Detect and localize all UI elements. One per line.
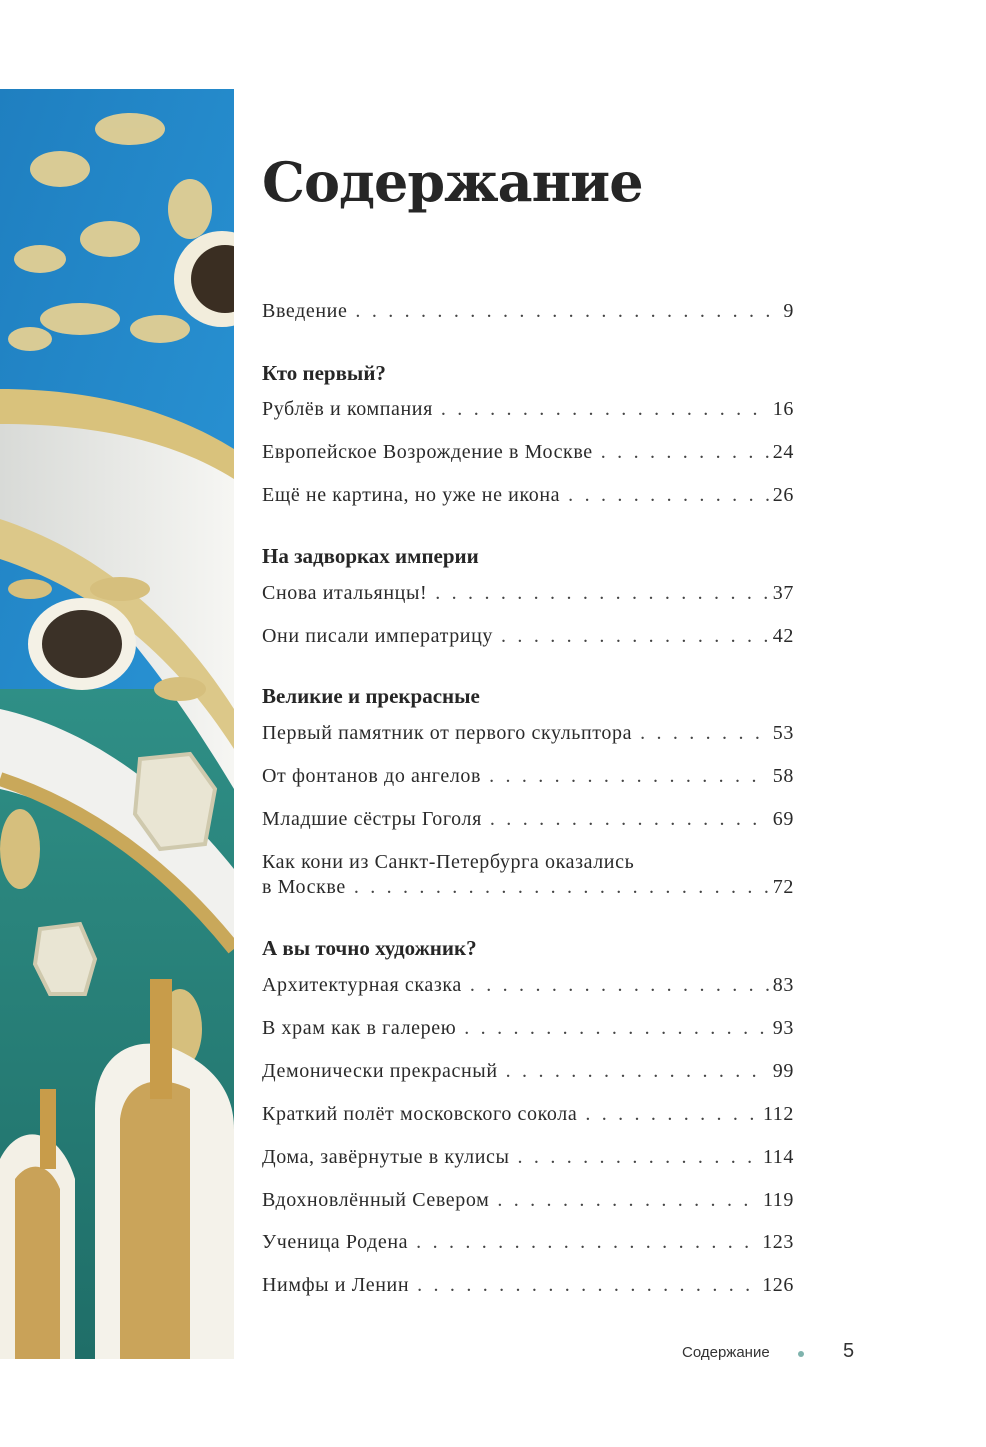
- page-number: 5: [843, 1340, 855, 1362]
- toc-entry[interactable]: [262, 876, 794, 902]
- toc-entry-page: 37: [772, 582, 794, 604]
- toc-entry-title: Архитектурная сказка: [262, 974, 462, 996]
- toc-entry-title: Младшие сёстры Гоголя: [262, 808, 482, 830]
- toc-entry[interactable]: [262, 300, 794, 326]
- ceiling-photo: [0, 89, 234, 1359]
- toc-entry[interactable]: [262, 582, 794, 608]
- toc-entry-title: Рублёв и компания: [262, 398, 433, 420]
- toc-entry-page: 114: [762, 1146, 794, 1168]
- toc-entry-title: Ученица Родена: [262, 1231, 409, 1253]
- toc-entry-page: 119: [762, 1189, 794, 1211]
- toc-section-heading: Кто первый?: [262, 361, 386, 385]
- toc-entry-title: От фонтанов до ангелов: [262, 765, 482, 787]
- toc-leader-dots: [518, 1146, 759, 1169]
- footer-dot-icon: [798, 1351, 804, 1357]
- toc-leader-dots: [470, 974, 769, 997]
- toc-entry-page: 53: [772, 722, 794, 744]
- toc-leader-dots: [355, 300, 779, 323]
- toc-leader-dots: [506, 1060, 769, 1083]
- running-footer-label: Содержание: [682, 1344, 770, 1361]
- toc-section-heading: На задворках империи: [262, 544, 479, 568]
- toc-leader-dots: [441, 398, 769, 421]
- toc-leader-dots: [601, 441, 769, 464]
- toc-entry-title-line1: Как кони из Санкт-Петербурга оказались: [262, 851, 635, 873]
- toc-leader-dots: [354, 876, 769, 899]
- toc-leader-dots: [417, 1274, 758, 1297]
- toc-entry-title: Вдохновлённый Севером: [262, 1189, 490, 1211]
- toc-entry[interactable]: [262, 1231, 794, 1257]
- toc-entry-title: Они писали императрицу: [262, 625, 494, 647]
- toc-entry-title: Демонически прекрасный: [262, 1060, 498, 1082]
- toc-entry-page: 123: [762, 1231, 794, 1253]
- toc-entry-page: 24: [772, 441, 794, 463]
- toc-entry[interactable]: [262, 1274, 794, 1300]
- toc-entry[interactable]: [262, 722, 794, 748]
- toc-entry-page: 93: [772, 1017, 794, 1039]
- toc-entry-title: Дома, завёрнутые в кулисы: [262, 1146, 510, 1168]
- toc-entry-title: Введение: [262, 300, 348, 322]
- toc-entry-page: 126: [762, 1274, 794, 1296]
- page-title: Содержание: [262, 150, 643, 214]
- toc-section-heading: Великие и прекрасные: [262, 684, 480, 708]
- toc-entry-title: Краткий полёт московского сокола: [262, 1103, 578, 1125]
- toc-entry[interactable]: [262, 625, 794, 651]
- toc-entry[interactable]: [262, 1060, 794, 1086]
- toc-leader-dots: [490, 808, 769, 831]
- toc-entry-title: в Москве: [262, 876, 346, 898]
- toc-entry-page: 69: [772, 808, 794, 830]
- toc-entry-title: Снова итальянцы!: [262, 582, 428, 604]
- toc-entry-page: 42: [772, 625, 794, 647]
- toc-leader-dots: [640, 722, 769, 745]
- toc-entry-page: 72: [772, 876, 794, 898]
- toc-entry-title: Первый памятник от первого скульптора: [262, 722, 633, 744]
- toc-entry-title: В храм как в галерею: [262, 1017, 457, 1039]
- toc-entry[interactable]: [262, 765, 794, 791]
- toc-leader-dots: [585, 1103, 759, 1126]
- toc-leader-dots: [416, 1231, 758, 1254]
- toc-entry-title: Европейское Возрождение в Москве: [262, 441, 593, 463]
- toc-entry-page: 26: [772, 484, 794, 506]
- toc-entry[interactable]: [262, 1189, 794, 1215]
- toc-leader-dots: [489, 765, 769, 788]
- toc-entry-title: Ещё не картина, но уже не икона: [262, 484, 561, 506]
- toc-entry[interactable]: [262, 1103, 794, 1129]
- toc-entry[interactable]: [262, 441, 794, 467]
- toc-entry-page: 112: [762, 1103, 794, 1125]
- toc-leader-dots: [435, 582, 769, 605]
- toc-leader-dots: [501, 625, 769, 648]
- toc-entry[interactable]: [262, 1146, 794, 1172]
- toc-entry[interactable]: [262, 808, 794, 834]
- toc-entry[interactable]: [262, 484, 794, 510]
- toc-entry[interactable]: [262, 398, 794, 424]
- toc-leader-dots: [497, 1189, 759, 1212]
- toc-entry-page: 16: [772, 398, 794, 420]
- toc-entry-title: Нимфы и Ленин: [262, 1274, 410, 1296]
- toc-entry-page: 58: [772, 765, 794, 787]
- toc-entry[interactable]: [262, 974, 794, 1000]
- toc-section-heading: А вы точно художник?: [262, 936, 477, 960]
- toc-entry[interactable]: [262, 1017, 794, 1043]
- toc-entry-page: 9: [783, 300, 794, 322]
- toc-entry-page: 83: [772, 974, 794, 996]
- toc-leader-dots: [464, 1017, 769, 1040]
- toc-entry-page: 99: [772, 1060, 794, 1082]
- toc-leader-dots: [568, 484, 769, 507]
